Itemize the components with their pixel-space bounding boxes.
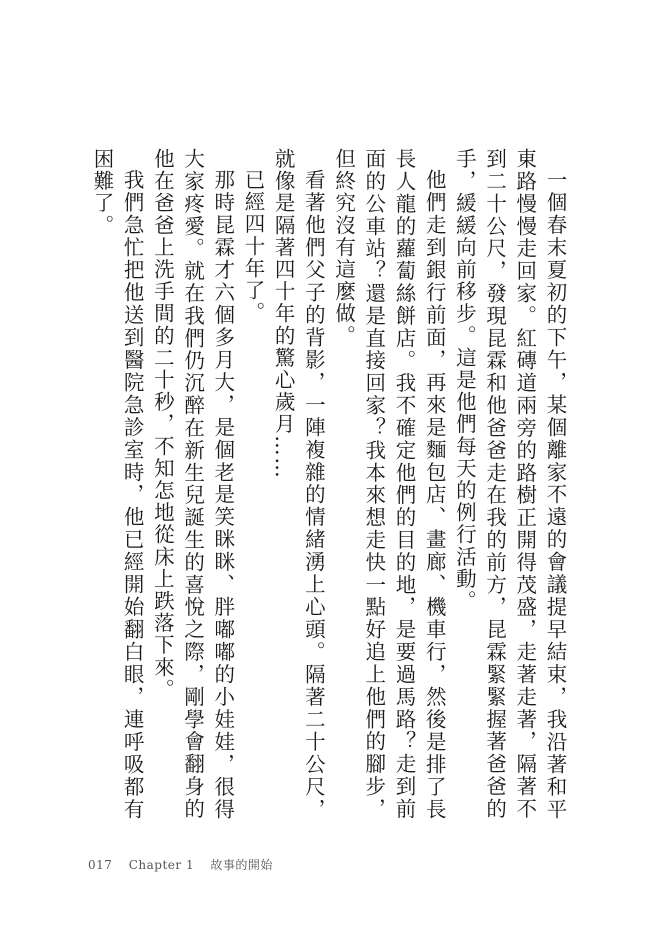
page-footer [88,856,285,873]
paragraph: 一個春末夏初的下午，某個離家不遠的會議提早結束，我沿著和平東路慢慢走回家。紅磚道兩旁的路樹正開得茂盛，走著走著，隔著不到二十公尺，發現昆霖和他爸爸走在我的前方，昆霖緊緊握著爸爸的手，緩緩向前移步。這是他們每天的例行活動。 [452,148,567,820]
chapter-title: 故事的開始 [210,858,273,872]
body-text [88,148,570,820]
paragraph: 他們走到銀行前面，再來是麵包店、畫廊、機車行，然後是排了長長人龍的蘿蔔絲餅店。我不確定他們的目的地，是要過馬路？走到前面的公車站？還是直接回家？我本來想走快一點好追上他們的腳步，但終究沒有這麼做。 [331,148,447,820]
paragraph: 已經四十年了。 [240,168,265,324]
paragraph: 看著他們父子的背影，一陣複雜的情緒湧上心頭。隔著二十公尺，就像是隔著四十年的驚心歲月…… [271,148,326,820]
page-number: 017 [88,858,113,872]
chapter-label: Chapter 1 [128,858,195,872]
paragraph: 我們急忙把他送到醫院急診室時，他已經開始翻白眼，連呼吸都有困難了。 [89,148,145,820]
paragraph: 那時昆霖才六個多月大，是個老是笑眯眯、胖嘟嘟的小娃娃，很得大家疼愛。就在我們仍沉醉在新生兒誕生的喜悅之際，剛學會翻身的他在爸爸上洗手間的二十秒，不知怎地從床上跌落下來。 [150,148,235,820]
